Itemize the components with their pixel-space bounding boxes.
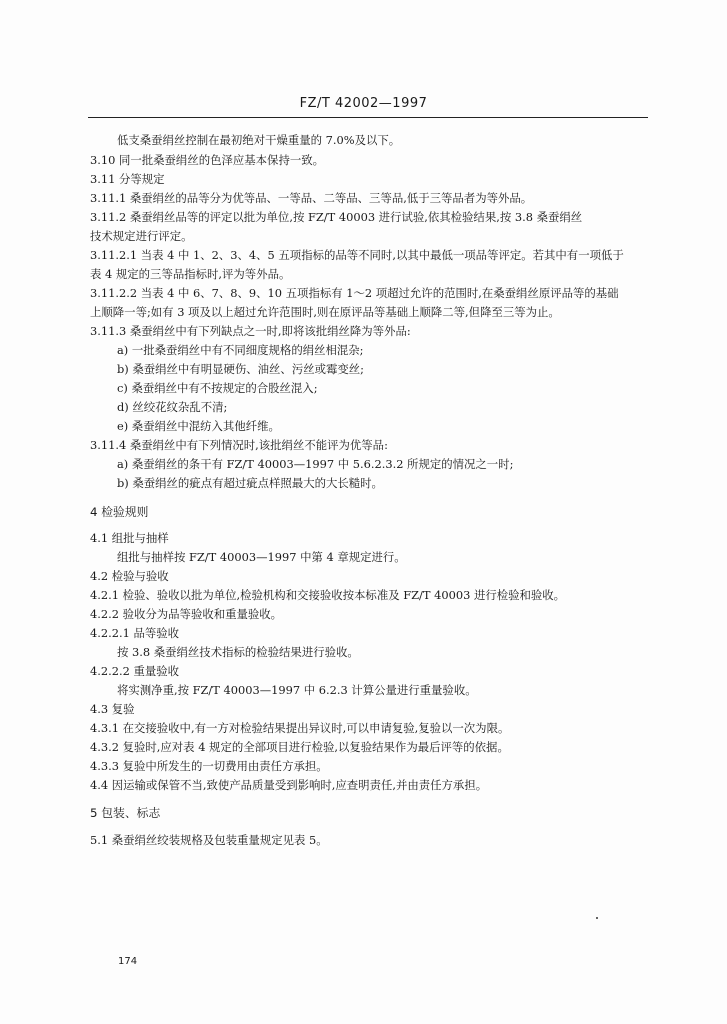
list-item: a) 桑蚕绢丝的条干有 FZ/T 40003—1997 中 5.6.2.3.2 所规定的情况之一时; bbox=[117, 457, 514, 471]
text-line: 上顺降一等;如有 3 项及以上超过允许范围时,则在原评品等基础上顺降二等,但降至三等为止。 bbox=[90, 305, 560, 319]
text-line: 3.11.2 桑蚕绢丝品等的评定以批为单位,按 FZ/T 40003 进行试验,依其检验结果,按 3.8 桑蚕绢丝 bbox=[90, 210, 583, 224]
text-line: 4.3.2 复验时,应对表 4 规定的全部项目进行检验,以复验结果作为最后评等的依据。 bbox=[90, 740, 509, 754]
page-header: FZ/T 42002—1997 bbox=[299, 96, 428, 111]
list-item: c) 桑蚕绢丝中有不按规定的合股丝混入; bbox=[117, 381, 318, 395]
text-line: 3.11.4 桑蚕绢丝中有下列情况时,该批绢丝不能评为优等品: bbox=[90, 438, 388, 452]
section-heading: 4.2 检验与验收 bbox=[90, 569, 169, 583]
text-line: 3.11.3 桑蚕绢丝中有下列缺点之一时,即将该批绢丝降为等外品: bbox=[90, 324, 411, 338]
text-line: 4.3.3 复验中所发生的一切费用由责任方承担。 bbox=[90, 759, 328, 773]
text-line: 4.2.1 检验、验收以批为单位,检验机构和交接验收按本标准及 FZ/T 40003 进行检验和验收。 bbox=[90, 588, 566, 602]
text-line: 3.11.2.2 当表 4 中 6、7、8、9、10 五项指标有 1～2 项超过允许的范围时,在桑蚕绢丝原评品等的基础 bbox=[90, 286, 619, 300]
text-line: 低支桑蚕绢丝控制在最初绝对干燥重量的 7.0%及以下。 bbox=[117, 133, 401, 147]
section-heading: 4.3 复验 bbox=[90, 702, 135, 716]
list-item: b) 桑蚕绢丝的疵点有超过疵点样照最大的大长糙时。 bbox=[117, 476, 383, 490]
section-heading: 4.1 组批与抽样 bbox=[90, 531, 169, 545]
section-heading: 4 检验规则 bbox=[90, 505, 149, 519]
list-item: e) 桑蚕绢丝中混纺入其他纤维。 bbox=[117, 419, 280, 433]
list-item: a) 一批桑蚕绢丝中有不同细度规格的绢丝相混杂; bbox=[117, 343, 364, 357]
scan-speck bbox=[596, 917, 598, 919]
text-line: 3.10 同一批桑蚕绢丝的色泽应基本保持一致。 bbox=[90, 153, 325, 167]
text-line: 4.3.1 在交接验收中,有一方对检验结果提出异议时,可以申请复验,复验以一次为限。 bbox=[90, 721, 510, 735]
section-heading: 4.2.2.2 重量验收 bbox=[90, 664, 180, 678]
text-line: 3.11.2.1 当表 4 中 1、2、3、4、5 五项指标的品等不同时,以其中最低一项品等评定。若其中有一项低于 bbox=[90, 248, 624, 262]
text-line: 组批与抽样按 FZ/T 40003—1997 中第 4 章规定进行。 bbox=[117, 550, 406, 564]
list-item: b) 桑蚕绢丝中有明显硬伤、油丝、污丝或霉变丝; bbox=[117, 362, 365, 376]
text-line: 4.2.2 验收分为品等验收和重量验收。 bbox=[90, 607, 283, 621]
text-line: 4.4 因运输或保管不当,致使产品质量受到影响时,应查明责任,并由责任方承担。 bbox=[90, 778, 488, 792]
text-line: 按 3.8 桑蚕绢丝技术指标的检验结果进行验收。 bbox=[117, 645, 359, 659]
text-line: 3.11.1 桑蚕绢丝的品等分为优等品、一等品、二等品、三等品,低于三等品者为等外品。 bbox=[90, 191, 533, 205]
list-item: d) 丝绞花纹杂乱不清; bbox=[117, 400, 228, 414]
header-rule bbox=[88, 117, 648, 118]
section-heading: 3.11 分等规定 bbox=[90, 172, 165, 186]
text-line: 将实测净重,按 FZ/T 40003—1997 中 6.2.3 计算公量进行重量验收。 bbox=[117, 683, 477, 697]
section-heading: 4.2.2.1 品等验收 bbox=[90, 626, 180, 640]
text-line: 技术规定进行评定。 bbox=[90, 229, 193, 243]
text-line: 5.1 桑蚕绢丝绞装规格及包装重量规定见表 5。 bbox=[90, 833, 328, 847]
text-line: 表 4 规定的三等品指标时,评为等外品。 bbox=[90, 267, 291, 281]
page-number: 174 bbox=[118, 956, 138, 967]
section-heading: 5 包装、标志 bbox=[90, 806, 161, 820]
